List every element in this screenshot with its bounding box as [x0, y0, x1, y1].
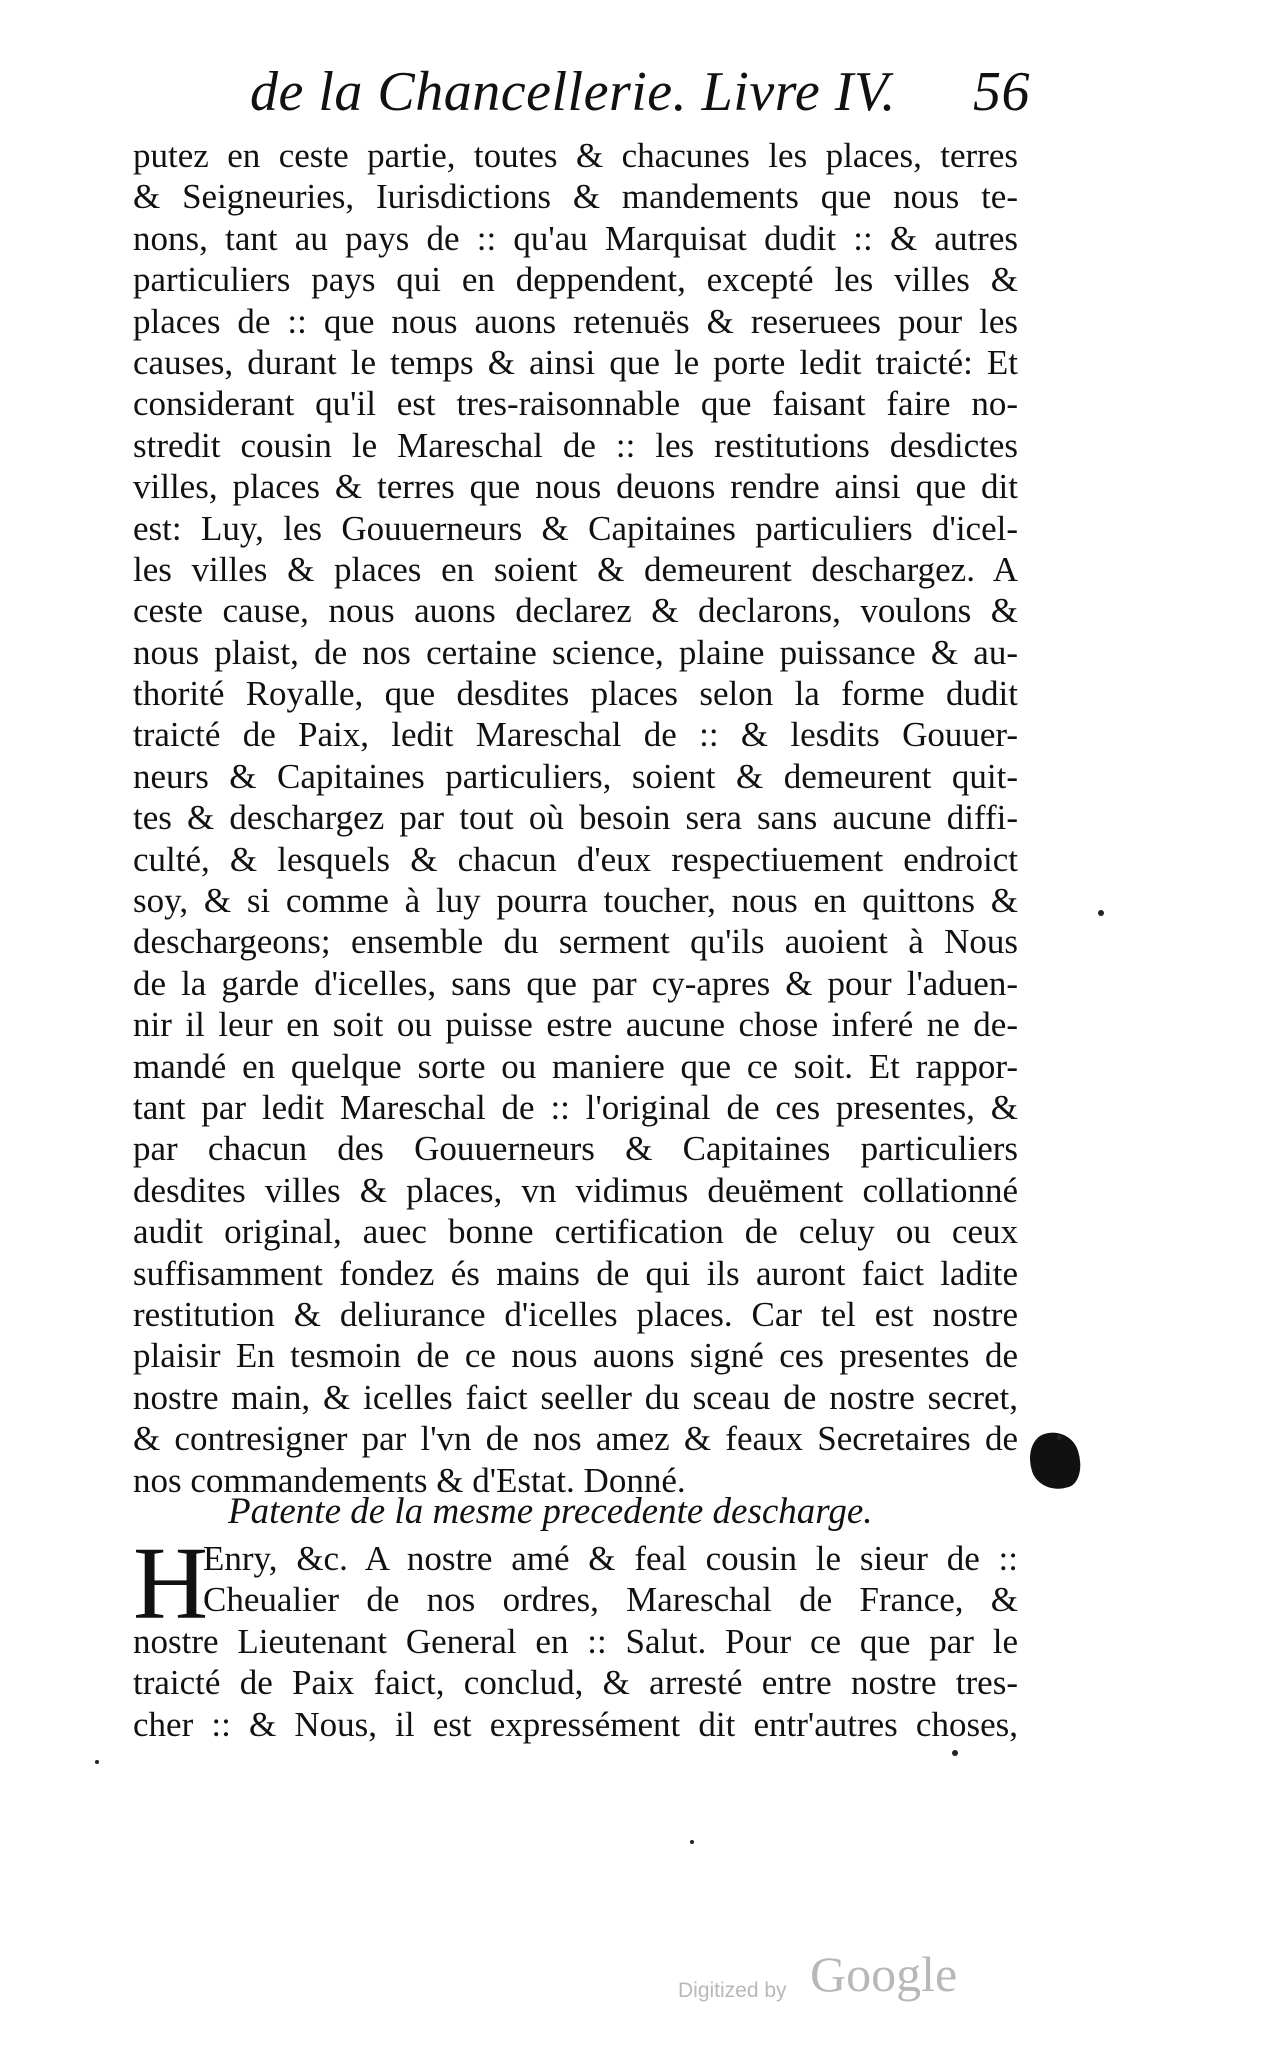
text-line: putez en ceste partie, toutes & chacunes les places, terres — [133, 136, 1018, 175]
patent-text — [133, 1526, 1018, 1745]
text-line: villes, places & terres que nous deuons rendre ainsi que dit — [133, 467, 1018, 507]
text-line: & Seigneuries, Iurisdictions & mandements que nous te- — [133, 177, 1018, 217]
text-line: culté, & lesquels & chacun d'eux respectiuement endroict — [133, 839, 1018, 879]
text-line: par chacun des Gouuerneurs & Capitaines particuliers — [133, 1129, 1018, 1169]
text-line: thorité Royalle, que desdites places selon la forme dudit — [133, 674, 1018, 714]
text-line: & contresigner par l'vn de nos amez & feaux Secretaires de — [133, 1419, 1018, 1459]
text-line: suffisamment fondez és mains de qui ils auront faict ladite — [133, 1253, 1018, 1293]
text-line: audit original, auec bonne certification de celuy ou ceux — [133, 1212, 1018, 1252]
ink-speck — [1057, 1435, 1062, 1440]
running-head — [240, 60, 1040, 130]
text-line: tant par ledit Mareschal de :: l'original de ces presentes, & — [133, 1087, 1018, 1127]
text-line: plaisir En tesmoin de ce nous auons signé ces presentes de — [133, 1336, 1018, 1376]
ink-speck — [690, 1840, 694, 1844]
text-line: traicté de Paix faict, conclud, & arresté entre nostre tres- — [133, 1663, 1018, 1703]
text-line: stredit cousin le Mareschal de :: les restitutions desdictes — [133, 425, 1018, 465]
body-text — [133, 135, 1018, 1501]
text-line: desdites villes & places, vn vidimus deuëment collationné — [133, 1170, 1018, 1210]
text-line: restitution & deliurance d'icelles places. Car tel est nostre — [133, 1294, 1018, 1334]
page-number: 56 — [973, 61, 1030, 123]
text-line: nostre Lieutenant General en :: Salut. Pour ce que par le — [133, 1621, 1018, 1661]
ink-speck — [95, 1760, 99, 1764]
text-line: considerant qu'il est tres-raisonnable que faisant faire no- — [133, 384, 1018, 424]
text-line: places de :: que nous auons retenuës & reseruees pour les — [133, 301, 1018, 341]
drop-cap: H — [133, 1526, 209, 1641]
text-line: neurs & Capitaines particuliers, soient & demeurent quit- — [133, 756, 1018, 796]
ink-speck — [952, 1750, 958, 1756]
text-line: les villes & places en soient & demeurent deschargez. A — [133, 549, 1018, 589]
text-line: cher :: & Nous, il est expressément dit entr'autres choses, — [133, 1704, 1018, 1744]
text-line: causes, durant le temps & ainsi que le porte ledit traicté: Et — [133, 342, 1018, 382]
digitized-watermark — [678, 1945, 1008, 2015]
text-line: de la garde d'icelles, sans que par cy-apres & pour l'aduen- — [133, 963, 1018, 1003]
watermark-caption: Digitized by — [678, 1979, 787, 2002]
text-line: traicté de Paix, ledit Mareschal de :: & lesdits Gouuer- — [133, 715, 1018, 755]
text-line: est: Luy, les Gouuerneurs & Capitaines particuliers d'icel- — [133, 508, 1018, 548]
text-line: nous plaist, de nos certaine science, plaine puissance & au- — [133, 632, 1018, 672]
text-line: Cheualier de nos ordres, Mareschal de France, & — [203, 1580, 1018, 1620]
text-line: nostre main, & icelles faict seeller du sceau de nostre secret, — [133, 1377, 1018, 1417]
text-line: mandé en quelque sorte ou maniere que ce soit. Et rappor- — [133, 1046, 1018, 1086]
text-line: tes & deschargez par tout où besoin sera sans aucune diffi- — [133, 798, 1018, 838]
ink-blot — [1022, 1426, 1087, 1497]
text-line: nos commandements & d'Estat. Donné. — [133, 1460, 686, 1500]
text-line: particuliers pays qui en deppendent, excepté les villes & — [133, 260, 1018, 300]
text-line: soy, & si comme à luy pourra toucher, nous en quittons & — [133, 881, 1018, 921]
ink-speck — [1098, 910, 1104, 916]
running-head-title: de la Chancellerie. Livre IV. — [250, 61, 896, 123]
text-line: deschargeons; ensemble du serment qu'ils auoient à Nous — [133, 922, 1018, 962]
text-line: nons, tant au pays de :: qu'au Marquisat dudit :: & autres — [133, 218, 1018, 258]
text-line: Enry, &c. A nostre amé & feal cousin le sieur de :: — [203, 1539, 1018, 1578]
section-title: Patente de la mesme precedente descharge. — [228, 1491, 873, 1532]
google-logo-text: Google — [810, 1946, 958, 2002]
text-line: nir il leur en soit ou puisse estre aucune chose inferé ne de- — [133, 1005, 1018, 1045]
text-line: ceste cause, nous auons declarez & declarons, voulons & — [133, 591, 1018, 631]
